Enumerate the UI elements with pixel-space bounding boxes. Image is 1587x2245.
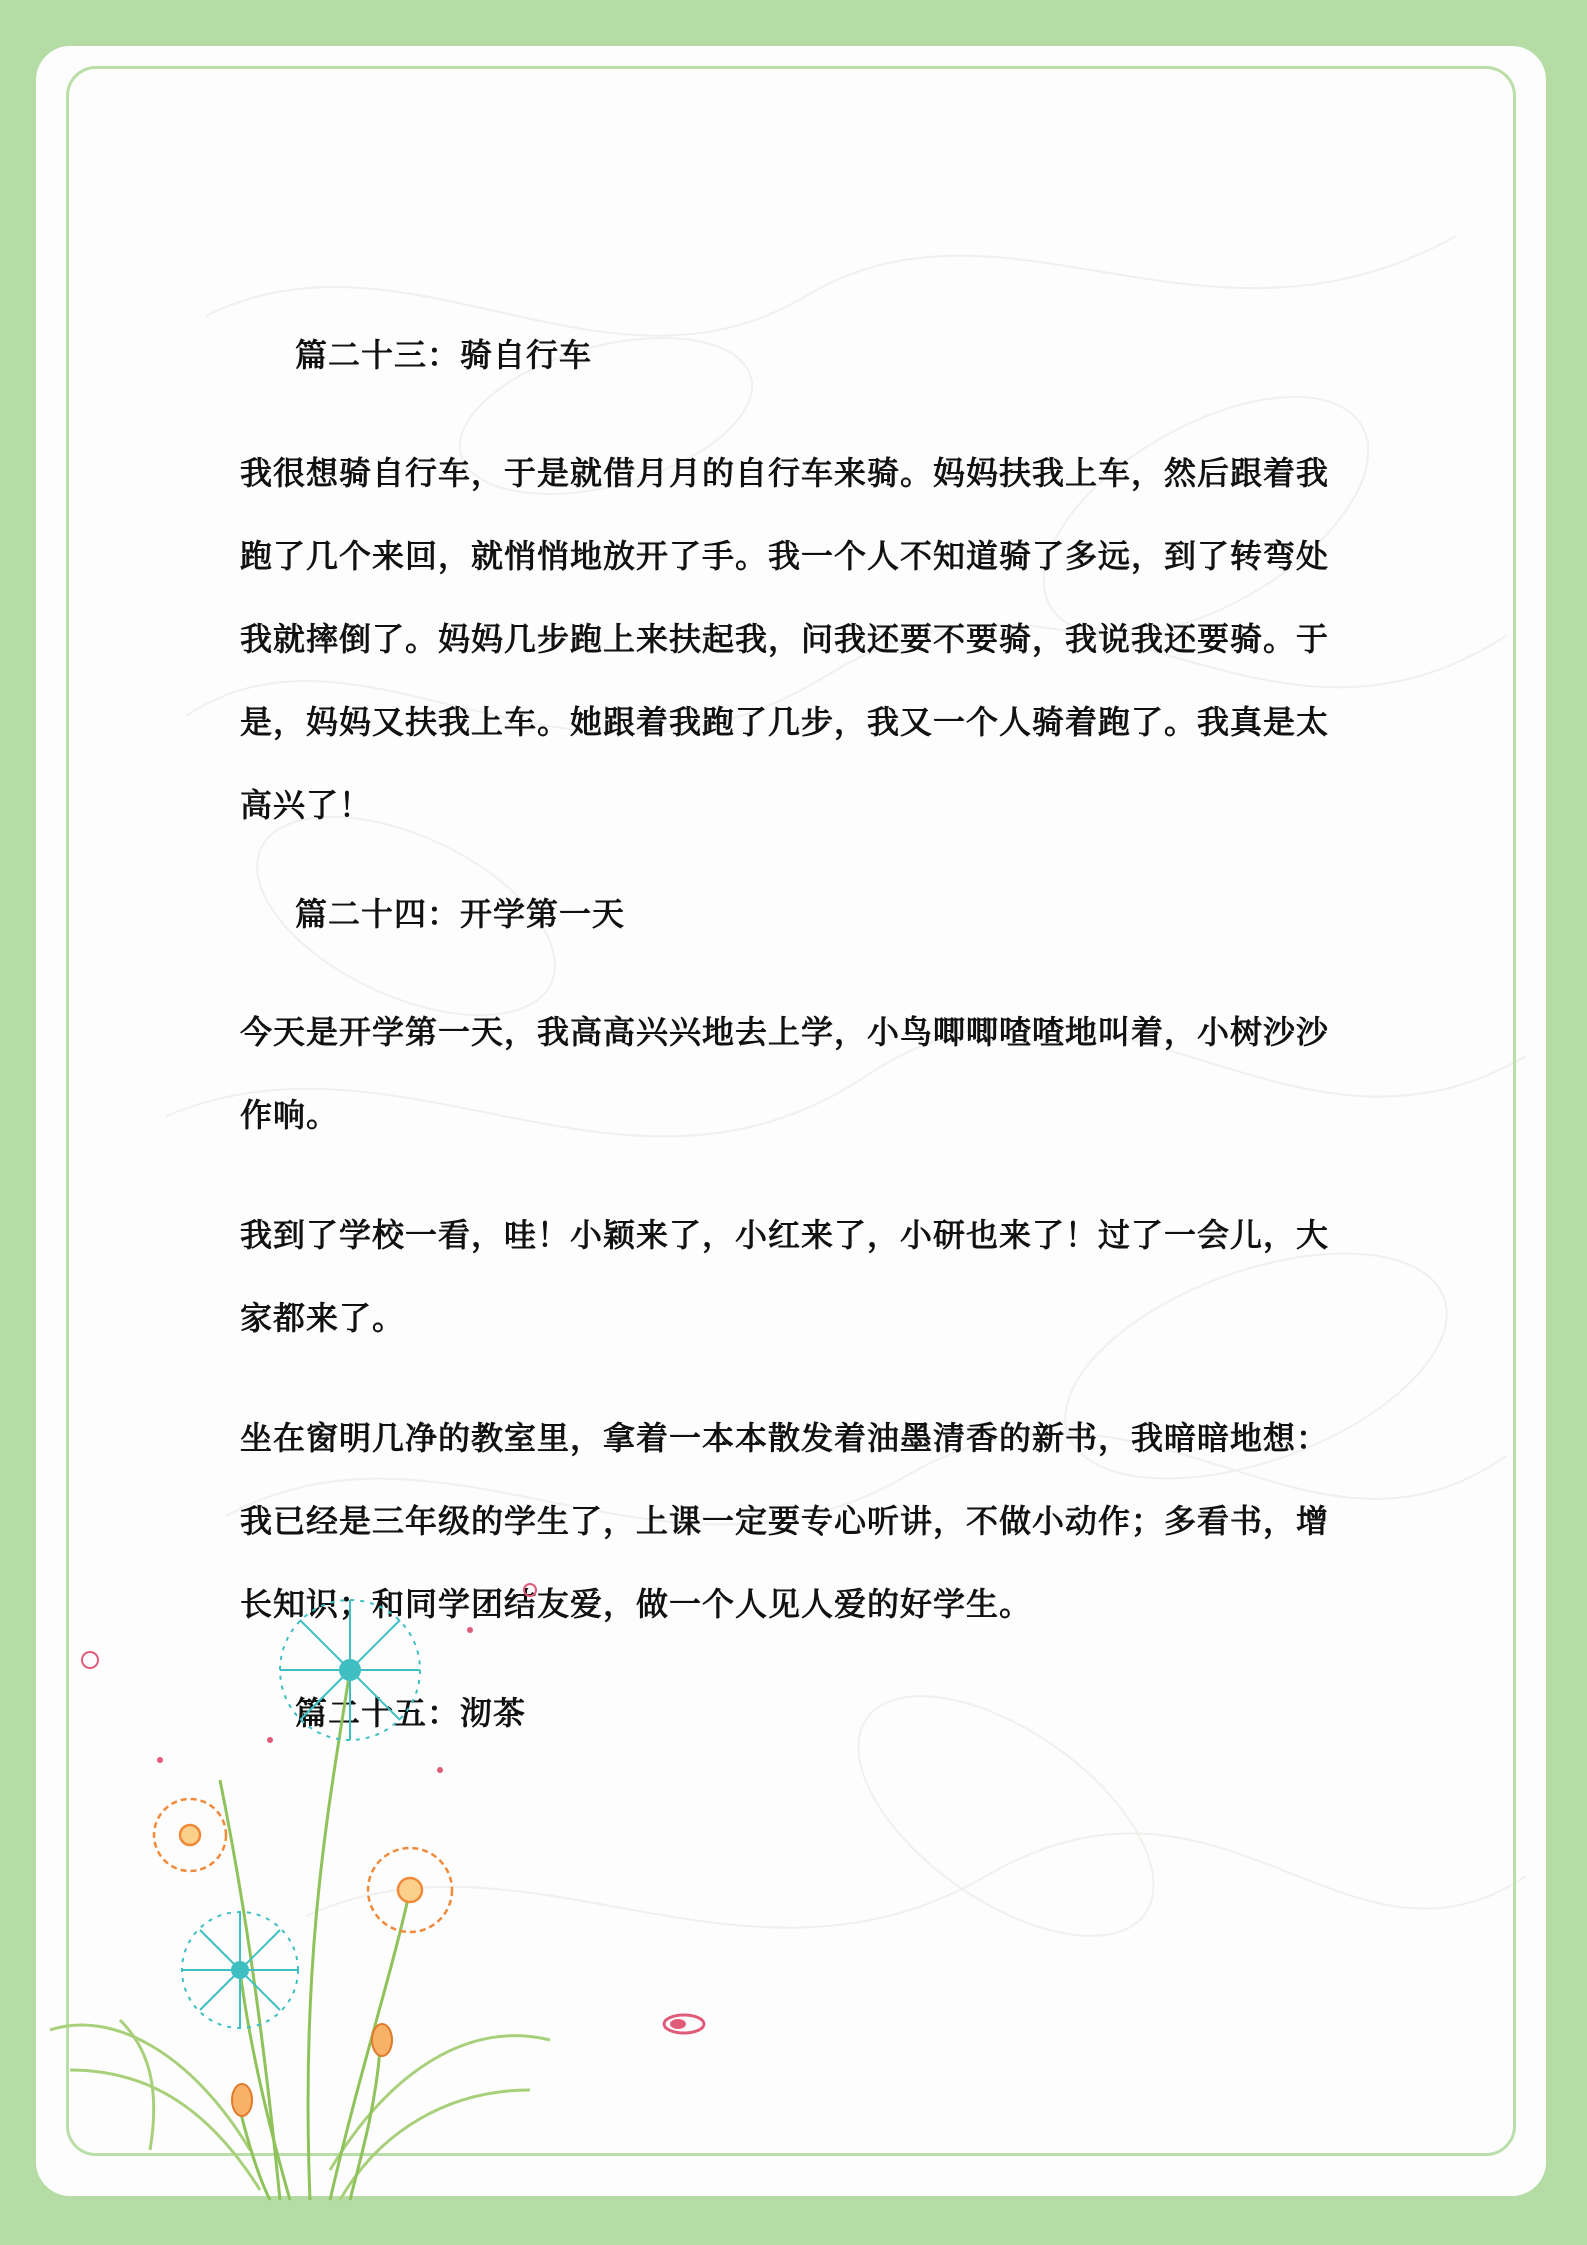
- article-body: [240, 330, 1360, 1738]
- section-heading: 篇二十五：沏茶: [295, 1694, 527, 1732]
- section-paragraph: 我到了学校一看，哇！小颖来了，小红来了，小研也来了！过了一会儿，大家都来了。: [240, 1216, 1330, 1337]
- section-paragraph: 今天是开学第一天，我高高兴兴地去上学，小鸟唧唧喳喳地叫着，小树沙沙作响。: [240, 1013, 1330, 1134]
- section-paragraph: 我很想骑自行车，于是就借月月的自行车来骑。妈妈扶我上车，然后跟着我跑了几个来回，就悄悄地放开了手。我一个人不知道骑了多远，到了转弯处我就摔倒了。妈妈几步跑上来扶起我，问我还要不要骑，我说我还要骑。于是，妈妈又扶我上车。她跟着我跑了几步，我又一个人骑着跑了。我真是太高兴了！: [240, 454, 1330, 824]
- dandelion-flowers-illustration: [30, 1550, 570, 2210]
- section-heading: 篇二十三：骑自行车: [295, 336, 593, 374]
- section-paragraph: 坐在窗明几净的教室里，拿着一本本散发着油墨清香的新书，我暗暗地想：我已经是三年级的学生了，上课一定要专心听讲，不做小动作；多看书，增长知识；和同学团结友爱，做一个人见人爱的好学生。: [240, 1419, 1330, 1623]
- section-heading: 篇二十四：开学第一天: [295, 895, 626, 933]
- pin-decoration: [660, 2010, 708, 2038]
